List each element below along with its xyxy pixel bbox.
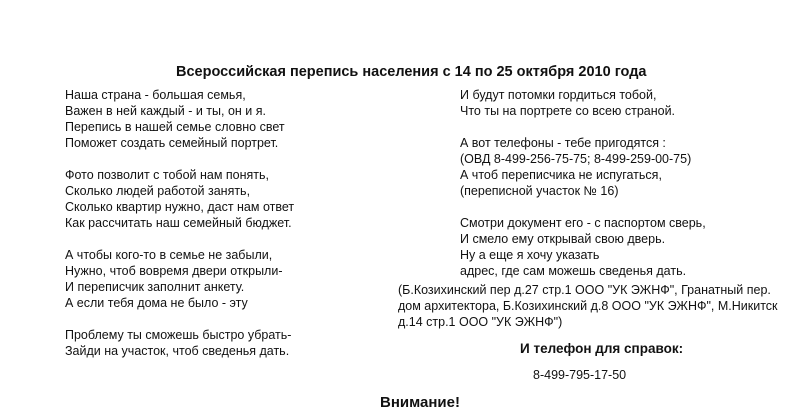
- poem-line: И переписчик заполнит анкету.: [65, 280, 245, 294]
- footer-heading: Внимание!: [380, 394, 460, 411]
- poem-left-column: [65, 87, 294, 359]
- poem-line: Важен в ней каждый - и ты, он и я.: [65, 104, 266, 118]
- poem-line: А если тебя дома не было - эту: [65, 296, 248, 310]
- address-block: [398, 282, 778, 330]
- poem-line: (ОВД 8-499-256-75-75; 8-499-259-00-75): [460, 152, 692, 166]
- poem-line: Перепись в нашей семье словно свет: [65, 120, 285, 134]
- phone-heading: И телефон для справок:: [520, 341, 684, 356]
- poem-line: А чтобы кого-то в семье не забыли,: [65, 248, 273, 262]
- poem-line: Что ты на портрете со всею страной.: [460, 104, 676, 118]
- poem-line: Зайди на участок, чтоб сведенья дать.: [65, 344, 290, 358]
- address-line: дом архитектора, Б.Козихинский д.8 ООО "УК ЭЖНФ", М.Никитск: [398, 299, 778, 313]
- phone-number: 8-499-795-17-50: [533, 368, 627, 382]
- poem-line: Поможет создать семейный портрет.: [65, 136, 279, 150]
- poem-line: адрес, где сам можешь сведенья дать.: [460, 264, 687, 278]
- poem-line: Сколько людей работой занять,: [65, 184, 251, 198]
- poem-line: И смело ему открывай свою дверь.: [460, 232, 666, 246]
- poem-line: А вот телефоны - тебе пригодятся :: [460, 136, 666, 150]
- poem-right-column: [460, 87, 706, 279]
- address-line: (Б.Козихинский пер д.27 стр.1 ООО "УК ЭЖНФ", Гранатный пер.: [398, 283, 771, 297]
- poem-line: И будут потомки гордиться тобой,: [460, 88, 657, 102]
- poem-line: А чтоб переписчика не испугаться,: [460, 168, 662, 182]
- poem-line: Проблему ты сможешь быстро убрать-: [65, 328, 292, 342]
- document-title: Всероссийская перепись населения с 14 по 25 октября 2010 года: [176, 64, 647, 80]
- poem-line: Смотри документ его - с паспортом сверь,: [460, 216, 706, 230]
- poem-line: (переписной участок № 16): [460, 184, 619, 198]
- poem-line: Наша страна - большая семья,: [65, 88, 246, 102]
- poem-line: Фото позволит с тобой нам понять,: [65, 168, 270, 182]
- poem-line: Как рассчитать наш семейный бюджет.: [65, 216, 292, 230]
- poem-line: Сколько квартир нужно, даст нам ответ: [65, 200, 295, 214]
- address-line: д.14 стр.1 ООО "УК ЭЖНФ"): [398, 315, 563, 329]
- poem-line: Ну а еще я хочу указать: [460, 248, 600, 262]
- poem-line: Нужно, чтоб вовремя двери открыли-: [65, 264, 283, 278]
